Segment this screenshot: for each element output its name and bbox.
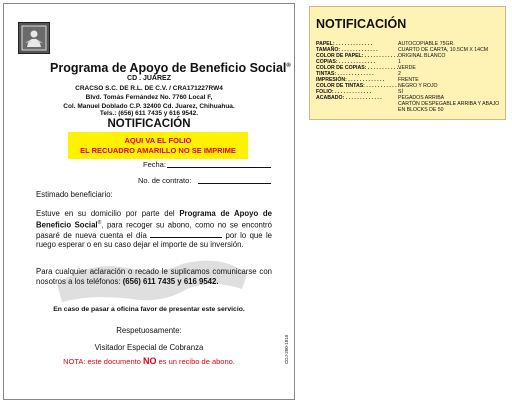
spec-key: PAPEL: . . . . . . . . . . . . . [316,41,373,47]
notification-form-sheet [3,3,295,400]
spec-key: TINTAS: . . . . . . . . . . . . . [316,71,374,77]
address-line: CRACSO S.C. DE R.L. DE C.V. / CRA171227RW4 [75,85,223,92]
spec-key: ACABADO: . . . . . . . . . . . . . [316,95,382,101]
paragraph-visit: Estuve en su domicilio por parte del Programa de Apoyo de Beneficio Social®, para recoger su abono, como no se encontró pasaré de nueva cuenta el día por lo que le ruego esperar o en su caso dejar el importe de su inversión. [36,209,273,250]
address-line: Col. Manuel Doblado C.P. 32400 Cd. Juarez, Chihuahua. [63,103,235,110]
organization-city: CD . JUÁREZ [127,75,171,82]
fecha-label: Fecha: [143,160,166,169]
folio-placeholder-line: AQUI VA EL FOLIO [124,136,192,145]
spec-value: FRENTE [398,77,419,83]
logo-emblem-icon [21,25,47,51]
address-line: Blvd. Tomás Fernández No. 7760 Local F, [85,94,213,101]
spec-value: ORIGINAL BLANCO [398,53,446,59]
spec-value: NEGRO Y ROJO [398,83,438,89]
spec-value: 1 [398,59,401,65]
spec-key: COLOR DE TINTAS: . . . . . . . . . . . . [316,83,400,89]
spec-value: EN BLOCKS DE 50 [398,107,444,113]
address-line: Tels.: (656) 611 7435 y 616 9542. [99,110,199,117]
spec-value: AUTOCOPIABLE 75GR. [398,41,455,47]
spec-key: IMPRESIÓN: . . . . . . . . . . . . . [316,77,385,83]
spec-value: 2 [398,71,401,77]
contrato-label: No. de contrato: [138,176,192,185]
spec-value: PEGADOS ARRIBA [398,95,445,101]
paragraph-contact: Para cualquier aclaración o recado le suplicamos comunicarse con nosotros a los teléfonos: (656) 611 7435 y 616 9542. [36,267,272,286]
folio-placeholder-line: EL RECUADRO AMARILLO NO SE IMPRIME [80,146,236,155]
spec-key: COPIAS: . . . . . . . . . . . . . [316,59,376,65]
office-note: En caso de pasar a oficina favor de presentar este servicio. [53,306,245,313]
organization-logo [18,22,50,54]
print-spec-panel [309,6,506,120]
spec-key: COLOR DE PAPEL: . . . . . . . . . . . . [316,53,399,59]
notification-title: NOTIFICACIÓN [107,118,191,130]
spec-key: FOLIO: . . . . . . . . . . . . . [316,89,372,95]
spec-value: CUARTO DE CARTA, 10.5CM X 14CM [398,47,489,53]
closing: Respetuosamente: [116,326,182,335]
organization-name: Programa de Apoyo de Beneficio Social® [50,61,291,75]
form-code: CDJ-200-1810 [284,334,289,364]
signature-title: Visitador Especial de Cobranza [94,343,204,352]
spec-title: NOTIFICACIÓN [316,17,407,31]
return-date-field[interactable] [150,230,222,238]
spec-key: TAMAÑO: . . . . . . . . . . . . . [316,47,378,53]
spec-value: SÍ [398,89,403,95]
contrato-field[interactable] [198,183,271,184]
spec-key: COLOR DE COPIAS: . . . . . . . . . . . . [316,65,402,71]
greeting: Estimado beneficiario: [36,190,113,199]
disclaimer-note: NOTA: este documento NO es un recibo de abono. [63,356,235,366]
spec-value: VERDE [398,65,416,71]
spec-row [316,107,444,113]
fecha-field[interactable] [167,167,271,168]
folio-placeholder-box [68,132,248,159]
spec-value: CARTÓN DESPEGABLE ARRIBA Y ABAJO [398,101,500,107]
